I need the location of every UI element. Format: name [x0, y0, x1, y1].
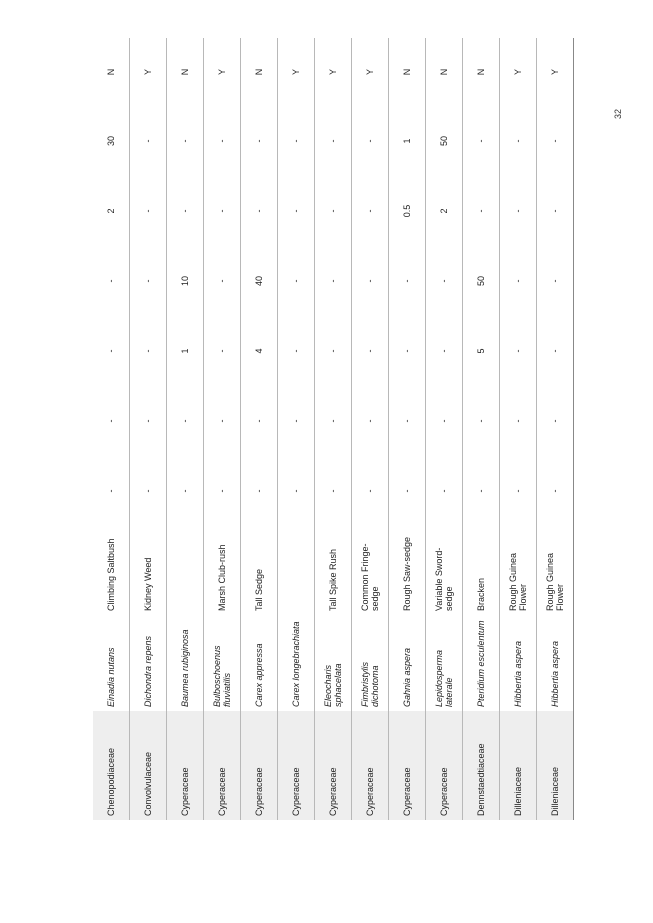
species-cell: Bulboschoenus fluviatilis — [204, 615, 241, 711]
value-cell: - — [426, 316, 463, 386]
value-cell: - — [426, 386, 463, 456]
common-name-cell: Rough Saw-sedge — [389, 526, 426, 615]
family-cell: Cyperaceae — [241, 711, 278, 820]
common-name-cell: Tall Spike Rush — [315, 526, 352, 615]
flag-cell: Y — [537, 38, 574, 106]
value-cell: 1 — [167, 316, 204, 386]
value-cell: - — [93, 246, 130, 316]
value-cell: - — [426, 246, 463, 316]
family-cell: Chenopodiaceae — [93, 711, 130, 820]
page-number: 32 — [613, 109, 623, 120]
value-cell: - — [315, 176, 352, 246]
flag-cell: Y — [500, 38, 537, 106]
value-cell: - — [278, 386, 315, 456]
table-row — [352, 38, 389, 820]
flag-cell: Y — [352, 38, 389, 106]
species-cell: Lepidosperma laterale — [426, 615, 463, 711]
value-cell: 50 — [426, 106, 463, 176]
flag-cell: N — [167, 38, 204, 106]
species-cell: Baumea rubiginosa — [167, 615, 204, 711]
table-row — [463, 38, 500, 820]
common-name-cell: Kidney Weed — [130, 526, 167, 615]
value-cell: - — [352, 246, 389, 316]
family-cell: Cyperaceae — [315, 711, 352, 820]
common-name-cell — [167, 526, 204, 615]
common-name-cell: Rough Guinea Flower — [537, 526, 574, 615]
table-row — [241, 38, 278, 820]
table-row — [537, 38, 574, 820]
value-cell: - — [278, 246, 315, 316]
species-cell: Gahnia aspera — [389, 615, 426, 711]
value-cell: - — [426, 456, 463, 526]
flag-cell: Y — [278, 38, 315, 106]
table-row — [167, 38, 204, 820]
table-row — [426, 38, 463, 820]
value-cell: - — [500, 316, 537, 386]
flag-cell: N — [241, 38, 278, 106]
value-cell: - — [241, 456, 278, 526]
value-cell: - — [315, 456, 352, 526]
species-cell: Carex appressa — [241, 615, 278, 711]
value-cell: - — [389, 456, 426, 526]
value-cell: - — [315, 316, 352, 386]
flag-cell: Y — [204, 38, 241, 106]
value-cell: - — [130, 456, 167, 526]
value-cell: - — [500, 456, 537, 526]
family-cell: Cyperaceae — [352, 711, 389, 820]
value-cell: - — [315, 386, 352, 456]
common-name-cell: Variable Sword-sedge — [426, 526, 463, 615]
value-cell: - — [537, 176, 574, 246]
species-cell: Carex longebrachiata — [278, 615, 315, 711]
table-row — [315, 38, 352, 820]
value-cell: - — [93, 316, 130, 386]
value-cell: - — [241, 106, 278, 176]
value-cell: - — [315, 106, 352, 176]
family-cell: Convolvulaceae — [130, 711, 167, 820]
value-cell: 2 — [426, 176, 463, 246]
species-table — [93, 38, 574, 820]
family-cell: Cyperaceae — [389, 711, 426, 820]
value-cell: - — [130, 246, 167, 316]
value-cell: - — [167, 456, 204, 526]
common-name-cell: Climbing Saltbush — [93, 526, 130, 615]
value-cell: - — [389, 316, 426, 386]
species-cell: Pteridium esculentum — [463, 615, 500, 711]
species-cell: Hibbertia aspera — [537, 615, 574, 711]
table-row — [130, 38, 167, 820]
common-name-cell: Marsh Club-rush — [204, 526, 241, 615]
value-cell: 2 — [93, 176, 130, 246]
common-name-cell: Tall Sedge — [241, 526, 278, 615]
flag-cell: N — [463, 38, 500, 106]
value-cell: 30 — [93, 106, 130, 176]
rotated-table-container — [93, 68, 565, 820]
value-cell: 5 — [463, 316, 500, 386]
value-cell: - — [500, 106, 537, 176]
common-name-cell: Rough Guinea Flower — [500, 526, 537, 615]
value-cell: - — [130, 316, 167, 386]
value-cell: - — [352, 316, 389, 386]
value-cell: - — [204, 386, 241, 456]
family-cell: Dilleniaceae — [537, 711, 574, 820]
value-cell: - — [130, 386, 167, 456]
family-cell: Cyperaceae — [167, 711, 204, 820]
value-cell: - — [167, 386, 204, 456]
value-cell: - — [463, 106, 500, 176]
value-cell: 1 — [389, 106, 426, 176]
value-cell: - — [204, 246, 241, 316]
flag-cell: N — [93, 38, 130, 106]
species-cell: Hibbertia aspera — [500, 615, 537, 711]
table-row — [278, 38, 315, 820]
value-cell: - — [241, 386, 278, 456]
value-cell: - — [500, 386, 537, 456]
value-cell: - — [315, 246, 352, 316]
table-row — [93, 38, 130, 820]
value-cell: - — [537, 386, 574, 456]
value-cell: - — [352, 456, 389, 526]
family-cell: Cyperaceae — [204, 711, 241, 820]
value-cell: - — [463, 176, 500, 246]
value-cell: - — [278, 316, 315, 386]
table-row — [389, 38, 426, 820]
value-cell: - — [537, 316, 574, 386]
value-cell: - — [537, 246, 574, 316]
value-cell: - — [130, 176, 167, 246]
value-cell: - — [204, 316, 241, 386]
family-cell: Cyperaceae — [426, 711, 463, 820]
value-cell: - — [204, 176, 241, 246]
value-cell: - — [278, 106, 315, 176]
value-cell: - — [352, 106, 389, 176]
value-cell: - — [278, 456, 315, 526]
species-cell: Dichondra repens — [130, 615, 167, 711]
value-cell: 50 — [463, 246, 500, 316]
value-cell: 4 — [241, 316, 278, 386]
species-cell: Fimbristylis dichotoma — [352, 615, 389, 711]
family-cell: Dilleniaceae — [500, 711, 537, 820]
value-cell: - — [537, 456, 574, 526]
value-cell: - — [204, 106, 241, 176]
family-cell: Dennstaedtiaceae — [463, 711, 500, 820]
value-cell: - — [278, 176, 315, 246]
table-row — [500, 38, 537, 820]
value-cell: - — [389, 386, 426, 456]
flag-cell: Y — [130, 38, 167, 106]
flag-cell: Y — [315, 38, 352, 106]
table-row — [204, 38, 241, 820]
table-body — [93, 38, 574, 820]
species-cell: Eleocharis sphacelata — [315, 615, 352, 711]
value-cell: 40 — [241, 246, 278, 316]
value-cell: - — [352, 176, 389, 246]
value-cell: - — [463, 386, 500, 456]
value-cell: - — [352, 386, 389, 456]
value-cell: - — [93, 456, 130, 526]
value-cell: - — [130, 106, 167, 176]
value-cell: - — [537, 106, 574, 176]
family-cell: Cyperaceae — [278, 711, 315, 820]
flag-cell: N — [426, 38, 463, 106]
value-cell: - — [389, 246, 426, 316]
common-name-cell — [278, 526, 315, 615]
common-name-cell: Bracken — [463, 526, 500, 615]
value-cell: - — [93, 386, 130, 456]
species-cell: Einadia nutans — [93, 615, 130, 711]
value-cell: - — [463, 456, 500, 526]
value-cell: 10 — [167, 246, 204, 316]
common-name-cell: Common Fringe-sedge — [352, 526, 389, 615]
flag-cell: N — [389, 38, 426, 106]
value-cell: 0.5 — [389, 176, 426, 246]
value-cell: - — [500, 246, 537, 316]
value-cell: - — [204, 456, 241, 526]
value-cell: - — [167, 106, 204, 176]
value-cell: - — [500, 176, 537, 246]
value-cell: - — [167, 176, 204, 246]
value-cell: - — [241, 176, 278, 246]
